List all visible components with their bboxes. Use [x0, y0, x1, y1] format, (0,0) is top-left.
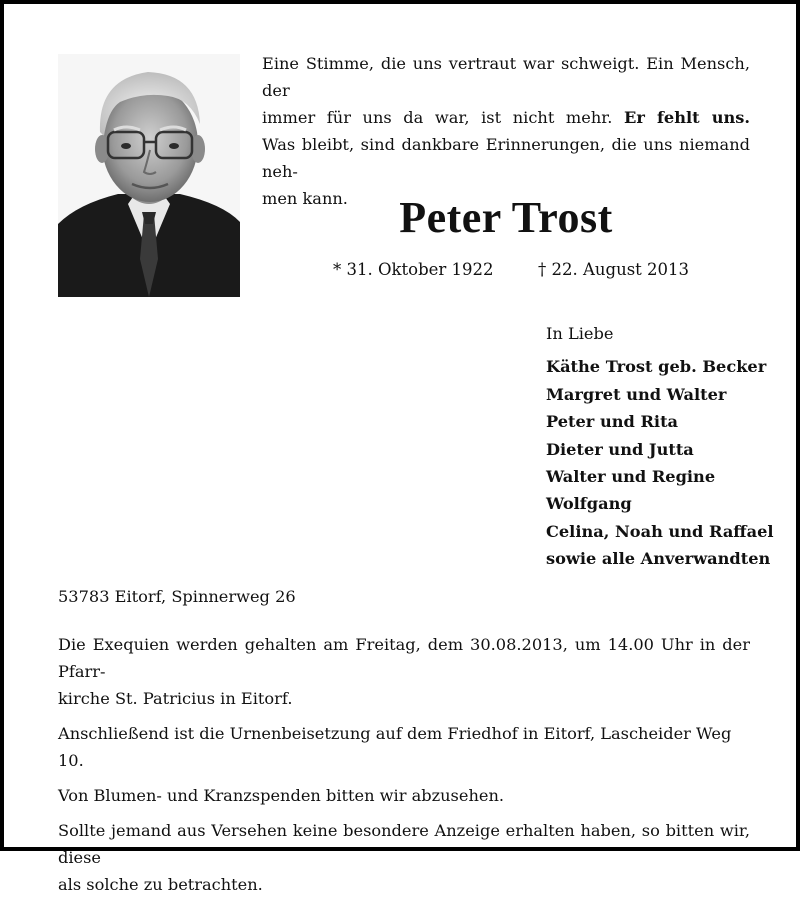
memorial-verse — [262, 50, 750, 212]
mourner-name: Wolfgang — [546, 494, 632, 514]
verse-line: immer für uns da war, ist nicht mehr. Er fehlt uns. — [262, 108, 750, 127]
mourner-name: sowie alle Anverwandten — [546, 549, 771, 569]
mourner-name: Käthe Trost geb. Becker — [546, 357, 767, 377]
death-date: † 22. August 2013 — [538, 260, 690, 279]
portrait-photo — [58, 54, 240, 297]
verse-line: Was bleibt, sind dankbare Erinnerungen, die uns niemand neh- — [262, 135, 750, 181]
exequies-paragraph: Die Exequien werden gehalten am Freitag, dem 30.08.2013, um 14.00 Uhr in der Pfarr- kirche St. Patricius in Eitorf. — [58, 635, 750, 708]
mourner-name: Margret und Walter — [546, 384, 727, 404]
mourners-list — [546, 320, 774, 573]
verse-emphasis: Er fehlt uns. — [624, 108, 750, 127]
family-address: 53783 Eitorf, Spinnerweg 26 — [58, 587, 296, 606]
mourners-intro: In Liebe — [546, 324, 614, 343]
verse-line: men kann. — [262, 189, 348, 208]
mourner-name: Walter und Regine — [546, 467, 716, 487]
deceased-name: Peter Trost — [399, 193, 613, 242]
burial-paragraph: Anschließend ist die Urnenbeisetzung auf dem Friedhof in Eitorf, Lascheider Weg 10. — [58, 724, 732, 770]
flowers-paragraph: Von Blumen- und Kranzspenden bitten wir abzusehen. — [58, 786, 505, 805]
verse-line: Eine Stimme, die uns vertraut war schweigt. Ein Mensch, der — [262, 54, 750, 100]
birth-date: * 31. Oktober 1922 — [333, 260, 494, 279]
funeral-information — [58, 631, 750, 906]
mourner-name: Peter und Rita — [546, 412, 679, 432]
notice-paragraph: Sollte jemand aus Versehen keine besondere Anzeige erhalten haben, so bitten wir, diese als solche zu betrachten. — [58, 821, 750, 894]
mourner-name: Celina, Noah und Raffael — [546, 521, 774, 541]
mourner-name: Dieter und Jutta — [546, 439, 694, 459]
